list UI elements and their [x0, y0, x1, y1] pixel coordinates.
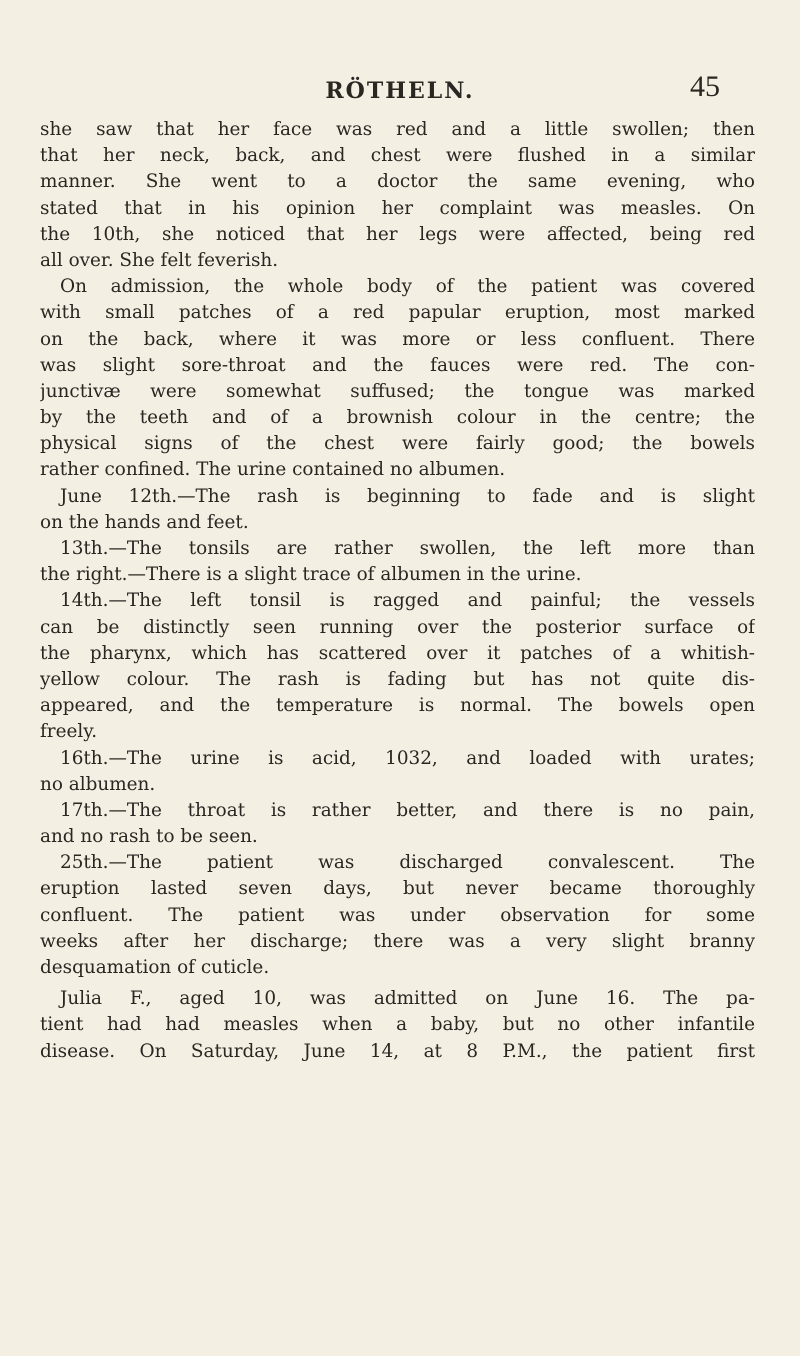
text-line: on the hands and feet. [40, 511, 249, 533]
text-line: disease. On Saturday, June 14, at 8 P.M., the patient first [40, 1040, 755, 1062]
text-line: junctivæ were somewhat suffused; the tongue was marked [40, 380, 755, 402]
text-line: desquamation of cuticle. [40, 957, 270, 978]
text-line: the pharynx, which has scattered over it patches of a whitish- [40, 642, 755, 664]
text-line: 17th.—The throat is rather better, and there is no pain, [60, 799, 755, 821]
text-line: no albumen. [40, 773, 156, 795]
text-line: On admission, the whole body of the patient was covered [60, 276, 755, 298]
text-line: all over. She felt feverish. [40, 249, 279, 271]
text-line: appeared, and the temperature is normal. The bowels open [40, 695, 755, 717]
text-line: the right.—There is a slight trace of albumen in the urine. [40, 564, 582, 586]
text-line: she saw that her face was red and a little swollen; then [40, 119, 755, 140]
text-line: was slight sore-throat and the fauces were red. The con- [40, 354, 755, 376]
text-line: confluent. The patient was under observation for some [40, 904, 755, 926]
text-line: stated that in his opinion her complaint was measles. On [40, 197, 755, 219]
body-text [40, 117, 755, 1065]
text-line: 25th.—The patient was discharged convalescent. The [60, 852, 755, 874]
text-line: and no rash to be seen. [40, 826, 258, 848]
text-line: can be distinctly seen running over the posterior surface of [40, 616, 755, 638]
text-line: the 10th, she noticed that her legs were affected, being red [40, 223, 755, 245]
text-line: 14th.—The left tonsil is ragged and painful; the vessels [60, 590, 755, 612]
text-line: manner. She went to a doctor the same evening, who [40, 171, 755, 193]
text-line: rather confined. The urine contained no albumen. [40, 459, 506, 481]
text-line: 16th.—The urine is acid, 1032, and loaded with urates; [60, 747, 755, 769]
text-line: eruption lasted seven days, but never became thoroughly [40, 878, 755, 900]
text-line: Julia F., aged 10, was admitted on June 16. The pa- [60, 988, 755, 1010]
text-line: that her neck, back, and chest were flushed in a similar [40, 145, 755, 167]
text-line: with small patches of a red papular eruption, most marked [40, 302, 755, 324]
text-line: on the back, where it was more or less confluent. There [40, 328, 755, 350]
text-line: weeks after her discharge; there was a very slight branny [40, 930, 755, 952]
running-header [80, 70, 720, 110]
page-number: 45 [690, 70, 720, 103]
text-line: physical signs of the chest were fairly good; the bowels [40, 433, 755, 455]
text-line: 13th.—The tonsils are rather swollen, the left more than [60, 538, 755, 559]
running-title: RÖTHELN. [325, 78, 475, 104]
text-line: June 12th.—The rash is beginning to fade and is slight [60, 485, 755, 507]
text-line: yellow colour. The rash is fading but has not quite dis- [40, 668, 755, 690]
text-line: freely. [40, 721, 98, 743]
text-line: by the teeth and of a brownish colour in the centre; the [40, 407, 755, 429]
text-line: tient had had measles when a baby, but no other infantile [40, 1014, 755, 1036]
